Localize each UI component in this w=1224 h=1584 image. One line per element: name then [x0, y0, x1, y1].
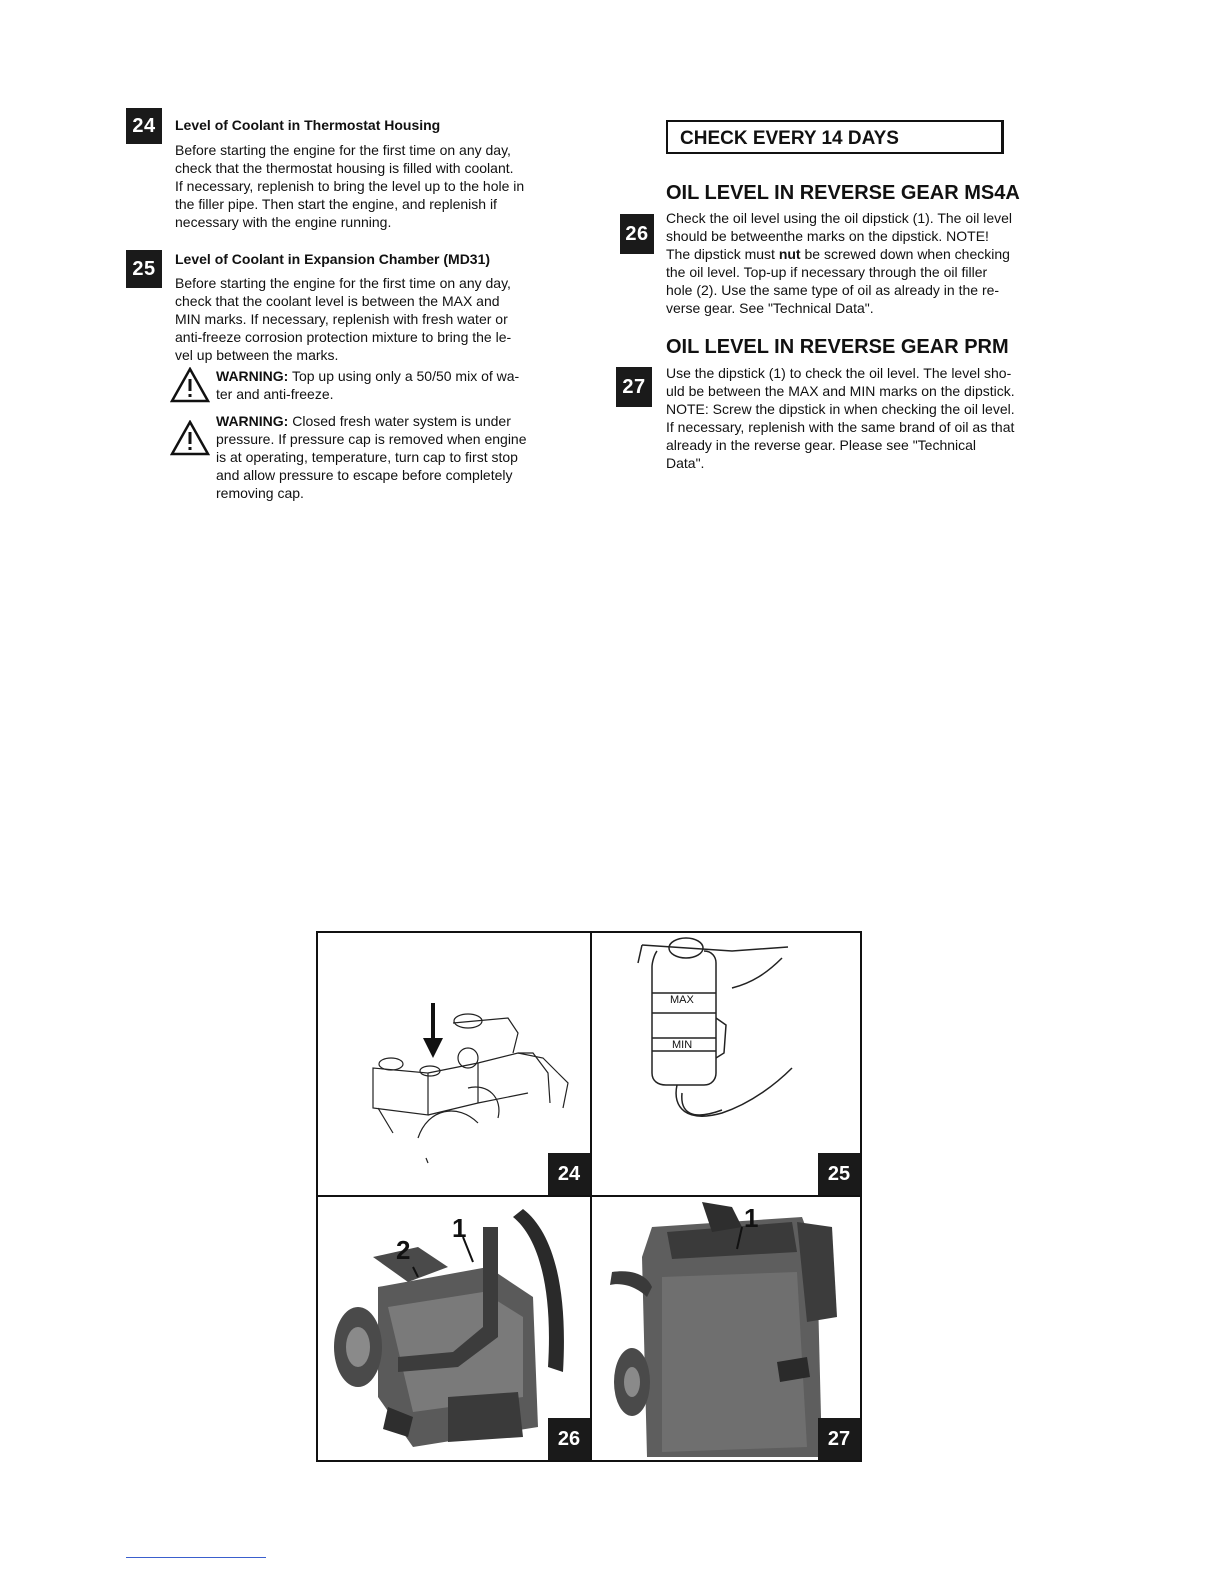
warning-triangle-icon — [170, 420, 210, 456]
warning-triangle-icon — [170, 367, 210, 403]
check-every-14-days-box: CHECK EVERY 14 DAYS — [666, 120, 1004, 154]
max-mark-label: MAX — [670, 994, 694, 1006]
section-26-badge: 26 — [620, 214, 654, 254]
figure-grid — [316, 931, 862, 1462]
figure-27 — [592, 1197, 860, 1460]
figure-24 — [318, 933, 590, 1195]
figure-24-badge: 24 — [548, 1153, 590, 1195]
warning-2 — [170, 412, 558, 502]
warning-1 — [170, 367, 556, 403]
section-27-badge: 27 — [616, 367, 652, 407]
prm-heading: OIL LEVEL IN REVERSE GEAR PRM — [666, 336, 1009, 358]
min-mark-label: MIN — [672, 1039, 693, 1051]
callout-1: 1 — [744, 1203, 759, 1233]
section-24-badge: 24 — [126, 108, 162, 144]
warning-1-text: WARNING: Top up using only a 50/50 mix of wa- ter and anti-freeze. — [216, 368, 520, 402]
prm-body: Use the dipstick (1) to check the oil level. The level sho- uld be between the MAX and MIN marks on the dipstick. NOTE: Screw the dipstick in when checking the oil level. If necessary, replenish with the same brand of oil as that already in the reverse gear. Please see "Technical Data". — [666, 365, 1015, 471]
ms4a-heading: OIL LEVEL IN REVERSE GEAR MS4A — [666, 182, 1020, 204]
section-25-badge: 25 — [126, 250, 162, 288]
section-25-heading: Level of Coolant in Expansion Chamber (MD31) — [175, 251, 491, 267]
figure-26 — [318, 1197, 590, 1460]
section-24-heading: Level of Coolant in Thermostat Housing — [175, 117, 441, 133]
callout-2: 2 — [396, 1235, 411, 1265]
section-24-body: Before starting the engine for the first time on any day, check that the thermostat housing is filled with coolant. If necessary, replenish to bring the level up to the hole in the filler pipe. Then start the engine, and replenish if necessary with the engine running. — [175, 142, 525, 230]
warning-2-text: WARNING: Closed fresh water system is under pressure. If pressure cap is removed when engine is at operating, temperature, turn cap to first stop and allow pressure to escape before completely removing cap. — [216, 413, 527, 501]
figure-27-badge: 27 — [818, 1418, 860, 1460]
section-25-body: Before starting the engine for the first time on any day, check that the coolant level is between the MAX and MIN marks. If necessary, replenish with fresh water or anti-freeze corrosion protection mixture to bring the le- vel up between the marks. — [175, 275, 512, 363]
footer-rule — [126, 1557, 266, 1558]
ms4a-body: Check the oil level using the oil dipstick (1). The oil level should be betweenthe marks on the dipstick. NOTE! The dipstick must nut be screwed down when checking the oil level. Top-up if necessary through the oil filler hole (2). Use the same type of oil as already in the re- verse gear. See "Technical Data". — [666, 210, 1013, 316]
callout-1: 1 — [452, 1213, 467, 1243]
figure-26-badge: 26 — [548, 1418, 590, 1460]
figure-25 — [592, 933, 860, 1195]
figure-25-badge: 25 — [818, 1153, 860, 1195]
